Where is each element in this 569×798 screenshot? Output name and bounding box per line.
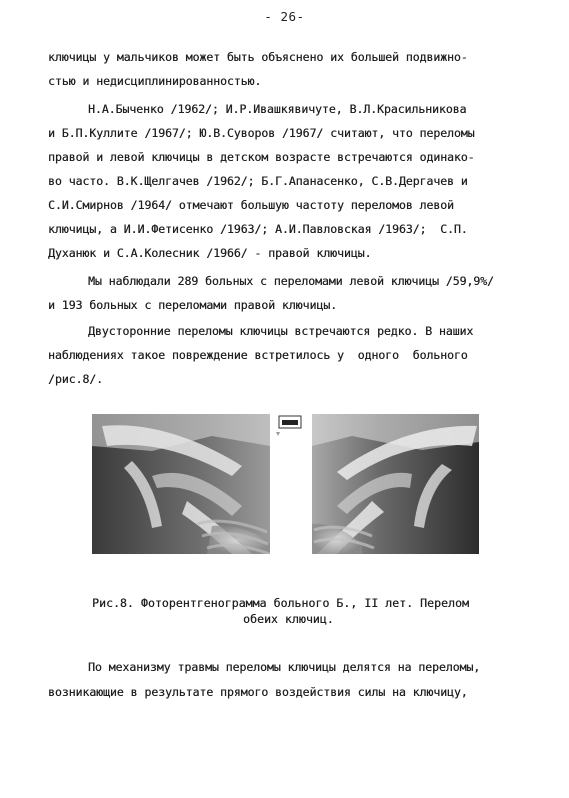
text-line: и 193 больных с переломами правой ключицы. xyxy=(48,298,337,312)
text-line: возникающие в результате прямого воздействия силы на ключицу, xyxy=(48,685,468,699)
text-line: правой и левой ключицы в детском возрасте встречаются одинако- xyxy=(48,150,475,164)
text-line: Н.А.Быченко /1962/; И.Р.Ивашкявичуте, В.Л.Красильникова xyxy=(88,102,467,116)
text-line: Духанюк и С.А.Колесник /1966/ - правой ключицы. xyxy=(48,246,372,260)
text-line: ключицы, а И.И.Фетисенко /1963/; А.И.Павловская /1963/; С.П. xyxy=(48,222,468,236)
text-line: Мы наблюдали 289 больных с переломами левой ключицы /59,9%/ xyxy=(88,274,494,288)
text-line: По механизму травмы переломы ключицы делятся на переломы, xyxy=(88,660,481,674)
figure-caption-continued: обеих ключиц. xyxy=(243,612,334,626)
text-line: наблюдениях такое повреждение встретилось у одного больного xyxy=(48,348,468,362)
text-line: во часто. В.К.Щелгачев /1962/; Б.Г.Апанасенко, С.В.Дергачев и xyxy=(48,174,468,188)
xray-photo-graphic xyxy=(92,406,479,554)
text-line: С.И.Смирнов /1964/ отмечают большую частоту переломов левой xyxy=(48,198,454,212)
text-line: Двусторонние переломы ключицы встречаются редко. В наших xyxy=(88,324,474,338)
text-line: ключицы у мальчиков может быть объяснено их большей подвижно- xyxy=(48,50,468,64)
figure-caption: Рис.8. Фоторентгенограмма больного Б., II лет. Перелом xyxy=(92,596,469,610)
text-line: и Б.П.Куллите /1967/; Ю.В.Суворов /1967/ считают, что переломы xyxy=(48,126,475,140)
text-line: /рис.8/. xyxy=(48,372,104,386)
text-line: стью и недисциплинированностью. xyxy=(48,74,262,88)
page-number: - 26- xyxy=(264,9,305,24)
xray-photo xyxy=(92,406,479,554)
